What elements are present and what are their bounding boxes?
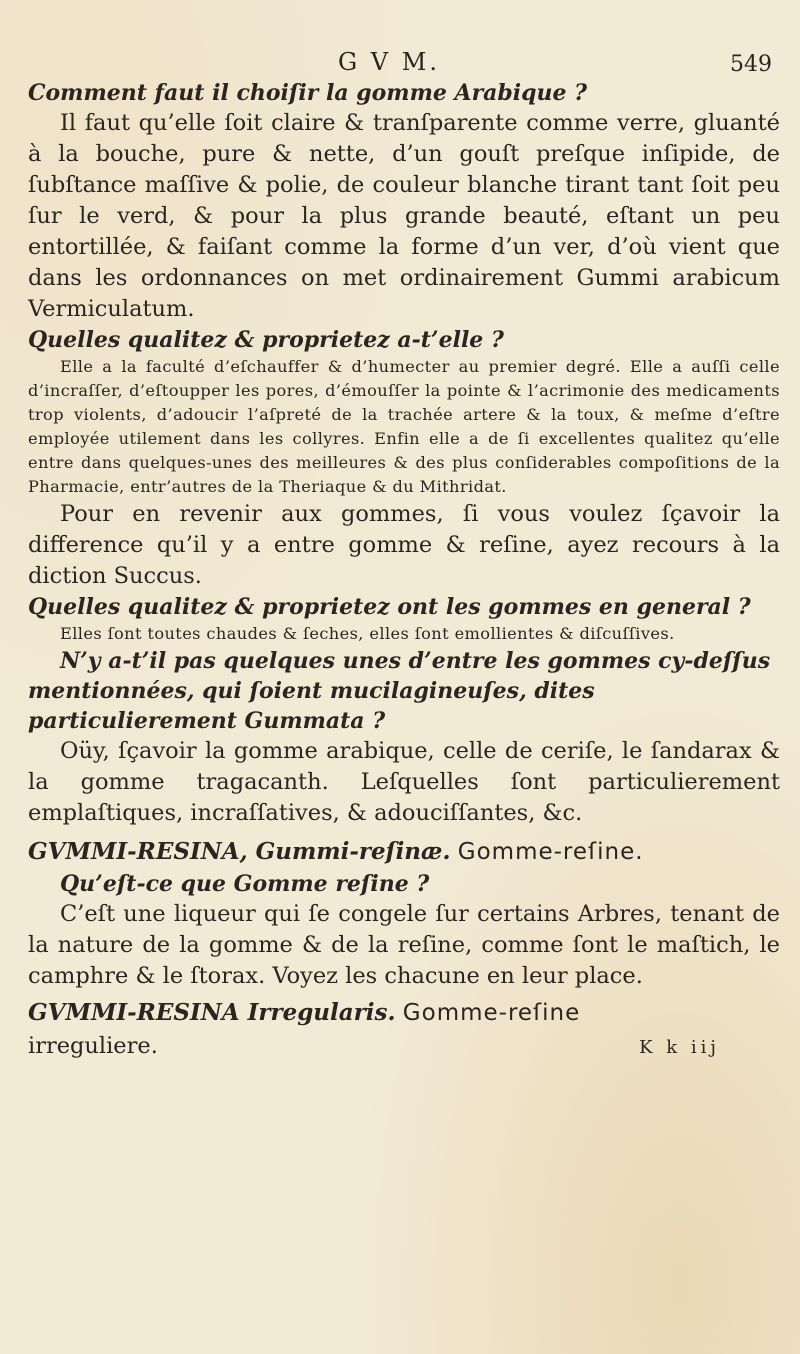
question-heading: Quelles qualitez & proprietez a-t’elle ? xyxy=(28,327,504,353)
page-number: 549 xyxy=(730,52,772,77)
closing-line xyxy=(28,1030,780,1064)
entry-heading-latin: GVMMI-RESINA Irregularis. xyxy=(28,999,396,1026)
entry-heading-french: Gomme-reſine xyxy=(402,1000,581,1026)
page xyxy=(28,40,780,1064)
question-heading: Comment faut il choiſir la gomme Arabique ? xyxy=(28,80,588,106)
entry-heading-french: Gomme-reſine. xyxy=(457,839,644,865)
answer-paragraph: C’eſt une liqueur qui ſe congele ſur certains Arbres, tenant de la nature de la gomme & de la reſine, comme ſont le maſtich, le camphre & le ſtorax. Voyez les chacune en leur place. xyxy=(28,901,780,989)
answer-paragraph: Il faut qu’elle ſoit claire & tranſparente comme verre, gluanté à la bouche, pure & nette, d’un gouſt preſque inſipide, de ſubſtance maſſive & polie, de couleur blanche tirant tant ſoit peu ſur le verd, & pour la plus grande beauté, eſtant un peu entortillée, & faiſant comme la forme d’un ver, d’où vient que dans les ordonnances on met ordinairement Gummi arabicum Vermiculatum. xyxy=(28,110,780,322)
question-heading: Quelles qualitez & proprietez ont les gommes en general ? xyxy=(28,594,751,620)
running-head-title: G V M. xyxy=(338,48,440,76)
entry-heading xyxy=(28,996,780,1030)
answer-paragraph-small: Elle a la faculté d’eſchauffer & d’humecter au premier degré. Elle a auſſi celle d’incraſſer, d’eſtoupper les pores, d’émouſſer la pointe & l’acrimonie des medicaments trop violents, d’adoucir l’aſpreté de la trachée artere & la toux, & meſme d’eſtre employée utilement dans les collyres. Enfin elle a de ſi excellentes qualitez qu’elle entre dans quelques-unes des meilleures & des plus conſiderables compoſitions de la Pharmacie, entr’autres de la Theriaque & du Mithridat. xyxy=(28,357,780,496)
closing-word: irreguliere. xyxy=(28,1033,158,1059)
entry-heading-latin: GVMMI-RESINA, Gummi-reſinæ. xyxy=(28,838,451,865)
question-heading: N’y a-t’il pas quelques unes d’entre les gommes cy-deſſus mentionnées, qui ſoient mucilagineuſes, dites particulierement Gummata ? xyxy=(28,648,771,734)
running-head xyxy=(28,40,780,77)
answer-paragraph: Oüy, ſçavoir la gomme arabique, celle de ceriſe, le ſandarax & la gomme tragacanth. Leſquelles ſont particulierement emplaſtiques, incraſſatives, & adouciſſantes, &c. xyxy=(28,738,780,826)
answer-paragraph: Pour en revenir aux gommes, ſi vous voulez ſçavoir la difference qu’il y a entre gomme & reſine, ayez recours à la diction Succus. xyxy=(28,501,780,589)
signature-mark: K k iij xyxy=(639,1037,720,1058)
question-heading: Qu’eſt-ce que Gomme reſine ? xyxy=(60,871,430,897)
answer-paragraph-small: Elles ſont toutes chaudes & ſeches, elles ſont emollientes & diſcuſſives. xyxy=(60,624,675,643)
entry-heading xyxy=(28,835,780,869)
